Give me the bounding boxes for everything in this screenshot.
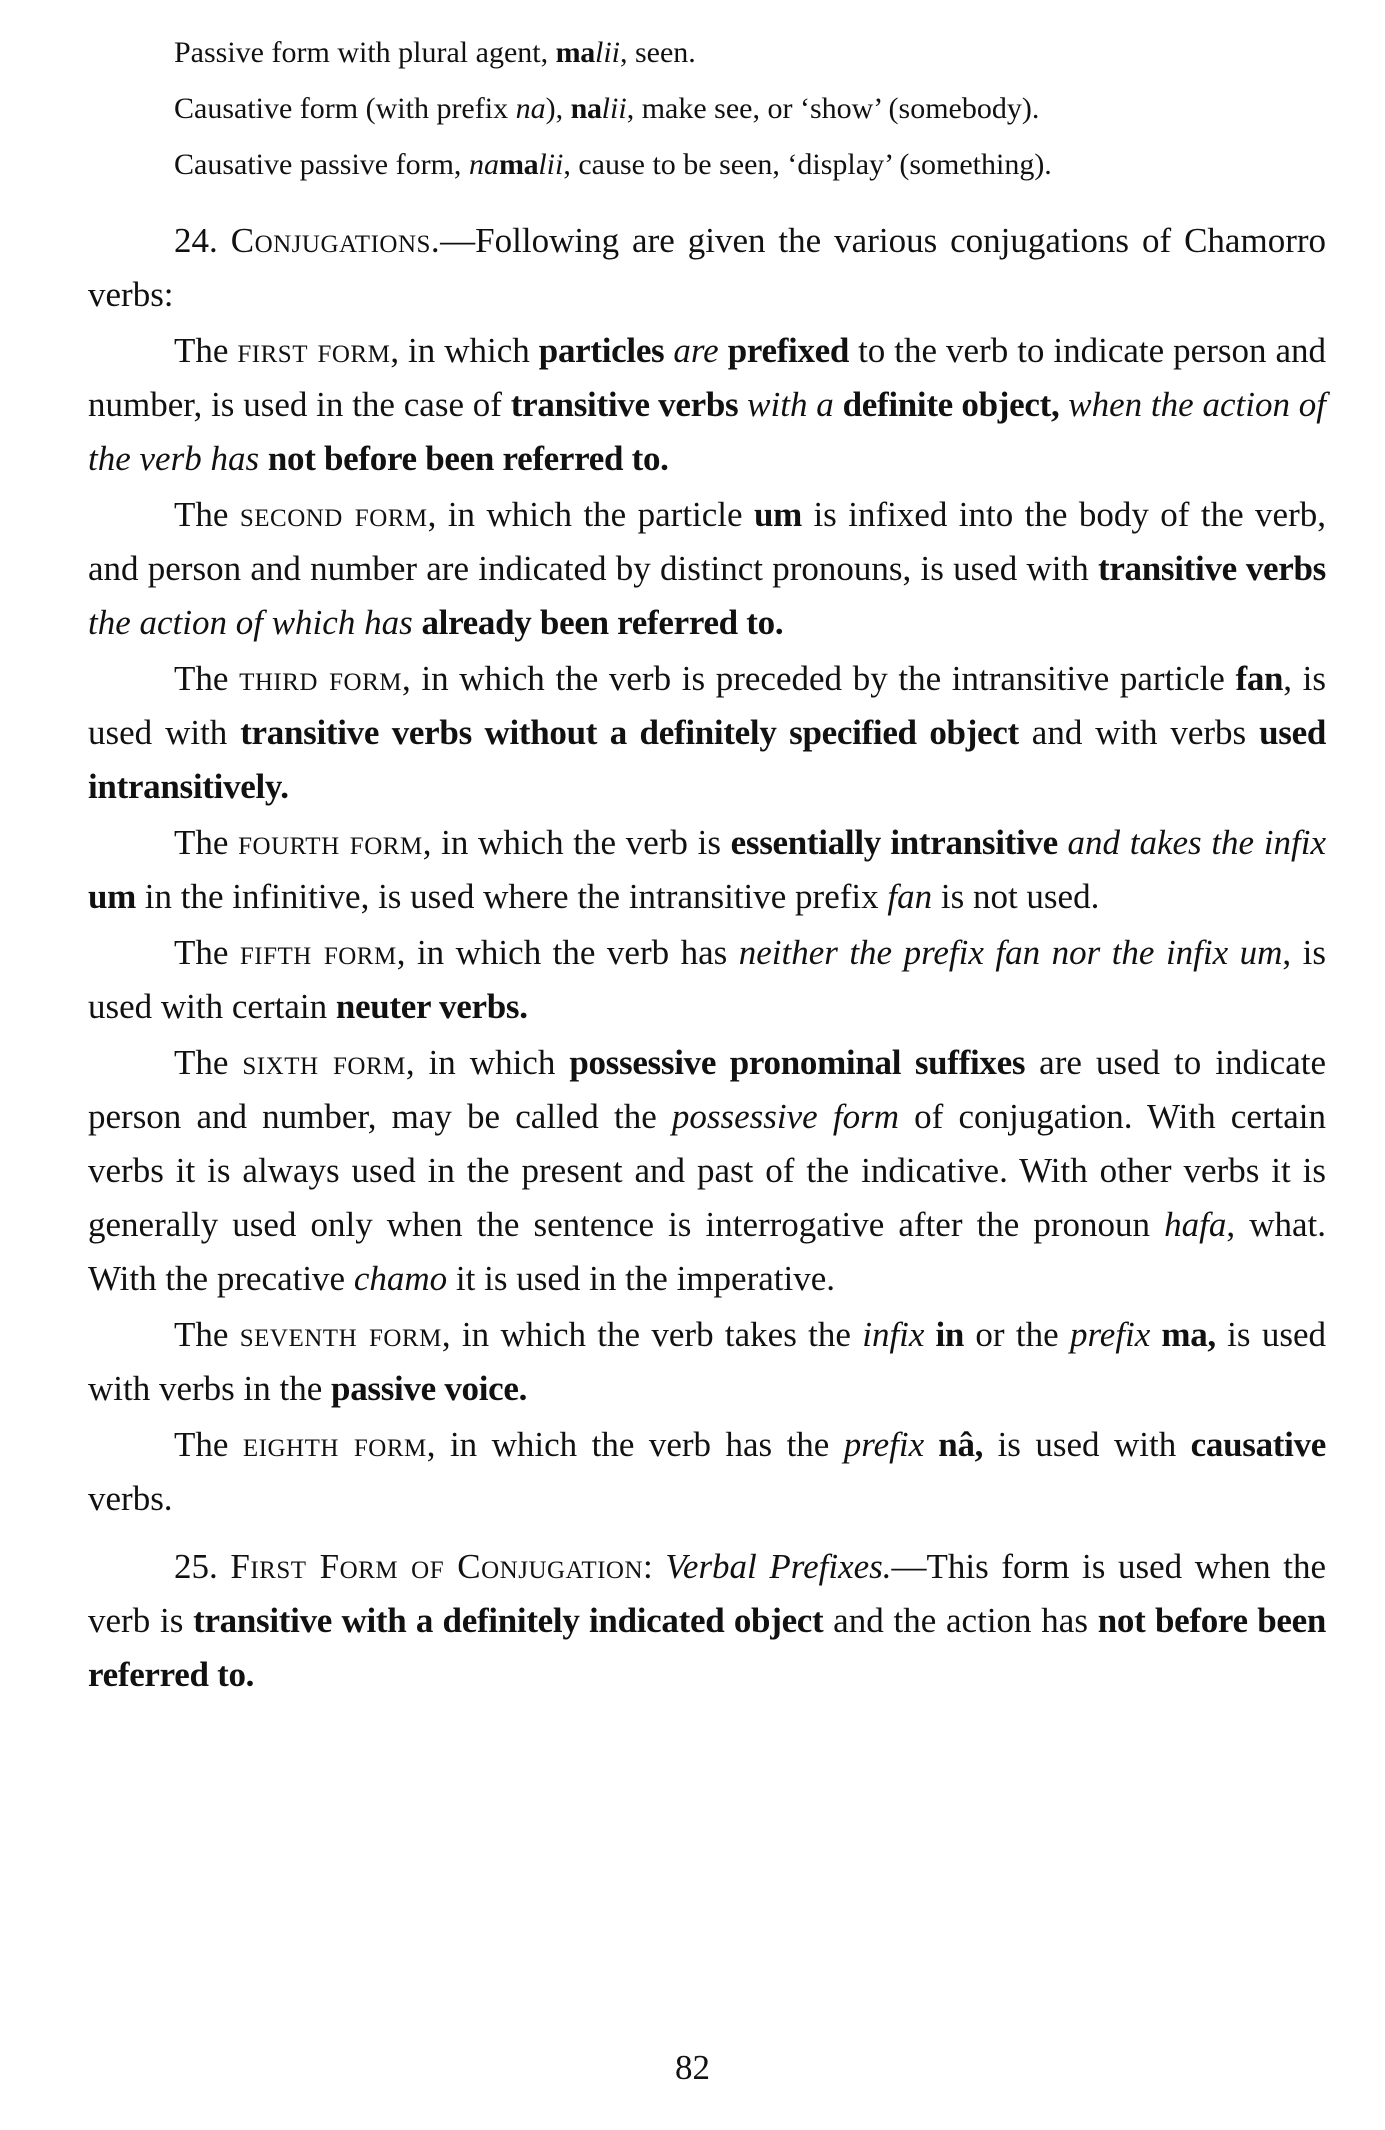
- paragraph-fifth-form: [88, 926, 1326, 1034]
- text-run: , in which the verb is preceded by the intransitive particle: [401, 659, 1236, 698]
- paragraph-third-form: [88, 652, 1326, 814]
- text-run: and the action has: [823, 1601, 1098, 1640]
- bold-term: transitive verbs: [510, 385, 739, 424]
- text-run: verbs.: [88, 1479, 173, 1518]
- bold-term: not before been referred to.: [88, 1601, 1327, 1694]
- italic-term: neither the prefix fan nor the infix um: [738, 933, 1283, 972]
- text-run: , is used with certain: [88, 933, 1326, 1026]
- bold-term: definite object,: [842, 385, 1060, 424]
- italic-term: lii: [594, 36, 620, 69]
- small-caps-term: fifth form: [239, 933, 397, 972]
- bold-term: transitive verbs: [1097, 549, 1326, 588]
- text-run: of conjugation. With certain verbs it is always used in the present and past of the indicative. With other verbs it is generally used only when the sentence is interrogative after the pronoun: [88, 1097, 1326, 1244]
- bold-term: ma,: [1150, 1315, 1216, 1354]
- text-run: , in which the verb is: [422, 823, 731, 862]
- italic-term: na: [515, 92, 546, 125]
- text-run: or the: [964, 1315, 1070, 1354]
- text-run: , make see, or ‘show’ (somebody).: [626, 92, 1040, 125]
- text-run: to the verb to indicate person and number, is used in the case of: [88, 331, 1326, 424]
- italic-term: with a: [738, 385, 843, 424]
- bold-term: nâ,: [924, 1425, 984, 1464]
- paragraph-second-form: [88, 488, 1326, 650]
- text-run: , in which the particle: [427, 495, 754, 534]
- paragraph-first-form: [88, 324, 1326, 486]
- bold-term: ma: [555, 36, 595, 69]
- italic-term: prefix: [1069, 1315, 1151, 1354]
- book-page: [88, 30, 1326, 1704]
- text-run: The: [174, 331, 238, 370]
- text-run: The: [174, 1425, 243, 1464]
- small-caps-term: seventh form: [239, 1315, 442, 1354]
- small-caps-term: first form: [237, 331, 391, 370]
- conjugations-section: [88, 214, 1326, 1702]
- text-run: Passive form with plural agent,: [174, 36, 556, 69]
- text-run: The: [174, 1043, 243, 1082]
- italic-term: lii: [538, 148, 564, 181]
- text-run: is not used.: [932, 877, 1100, 916]
- italic-term: are: [664, 331, 728, 370]
- bold-term: causative: [1190, 1425, 1327, 1464]
- page-number: 82: [675, 2048, 710, 2087]
- bold-term: ma: [498, 148, 539, 181]
- text-run: —This form is used when the verb is: [88, 1547, 1326, 1640]
- italic-term: when the action of the verb has: [88, 385, 1326, 478]
- text-run: , is used with: [88, 659, 1326, 752]
- paragraph-eighth-form: [88, 1418, 1326, 1526]
- text-run: is infixed into the body of the verb, and person and number are indicated by distinct pronouns, is used with: [88, 495, 1327, 588]
- italic-term: hafa: [1164, 1205, 1227, 1244]
- text-run: , cause to be seen, ‘display’ (something).: [563, 148, 1052, 181]
- text-run: The: [174, 659, 240, 698]
- text-run: 24.: [174, 221, 231, 260]
- italic-term: lii: [601, 92, 627, 125]
- text-run: The: [174, 933, 240, 972]
- text-run: is used with verbs in the: [88, 1315, 1326, 1408]
- bold-term: transitive with a definitely indicated object: [193, 1601, 824, 1640]
- italic-term: fan: [887, 877, 933, 916]
- text-run: , in which: [405, 1043, 570, 1082]
- bold-term: not before been referred to.: [267, 439, 669, 478]
- verb-form-line: [88, 86, 1326, 132]
- text-run: , in which the verb has the: [426, 1425, 844, 1464]
- paragraph-seventh-form: [88, 1308, 1326, 1416]
- bold-term: already been referred to.: [421, 603, 784, 642]
- text-run: , in which the verb has: [396, 933, 739, 972]
- italic-term: chamo: [353, 1259, 448, 1298]
- paragraph-section-24: [88, 214, 1326, 322]
- text-run: , what. With the precative: [88, 1205, 1326, 1298]
- text-run: The: [174, 1315, 240, 1354]
- bold-term: um: [88, 877, 137, 916]
- bold-term: essentially intransitive: [730, 823, 1058, 862]
- small-caps-term: second form: [239, 495, 428, 534]
- bold-term: na: [570, 92, 602, 125]
- text-run: , in which: [390, 331, 539, 370]
- text-run: and with verbs: [1018, 713, 1260, 752]
- italic-term: prefix: [843, 1425, 925, 1464]
- text-run: The: [174, 495, 240, 534]
- text-run: —Following are given the various conjugations of Chamorro verbs:: [88, 221, 1327, 314]
- bold-term: passive voice.: [331, 1369, 528, 1408]
- bold-term: transitive verbs without a definitely specified object: [240, 713, 1019, 752]
- text-run: , in which the verb takes the: [441, 1315, 863, 1354]
- bold-term: possessive pronominal suffixes: [569, 1043, 1026, 1082]
- text-run: in the infinitive, is used where the intransitive prefix: [136, 877, 888, 916]
- italic-term: infix: [862, 1315, 925, 1354]
- text-run: is used with: [983, 1425, 1191, 1464]
- text-run: , seen.: [620, 36, 696, 69]
- bold-term: fan: [1235, 659, 1284, 698]
- verb-form-line: [88, 30, 1326, 76]
- bold-term: in: [924, 1315, 965, 1354]
- text-run: it is used in the imperative.: [447, 1259, 835, 1298]
- small-caps-term: fourth form: [238, 823, 423, 862]
- text-run: 25.: [174, 1547, 231, 1586]
- bold-term: um: [754, 495, 803, 534]
- small-caps-term: sixth form: [242, 1043, 406, 1082]
- text-run: Causative passive form,: [174, 148, 469, 181]
- italic-term: possessive form: [671, 1097, 900, 1136]
- small-caps-term: First Form of Conjugation: [230, 1547, 644, 1586]
- italic-term: na: [468, 148, 499, 181]
- bold-term: used intransitively.: [88, 713, 1326, 806]
- paragraph-fourth-form: [88, 816, 1326, 924]
- italic-term: and takes the infix: [1057, 823, 1326, 862]
- small-caps-term: Conjugations.: [230, 221, 441, 260]
- text-run: Causative form (with prefix: [174, 92, 516, 125]
- paragraph-sixth-form: [88, 1036, 1326, 1306]
- bold-term: prefixed: [727, 331, 850, 370]
- bold-term: neuter verbs.: [335, 987, 528, 1026]
- small-caps-term: third form: [239, 659, 402, 698]
- text-run: are used to indicate person and number, may be called the: [88, 1043, 1326, 1136]
- italic-term: Verbal Prefixes.: [665, 1547, 892, 1586]
- bold-term: particles: [538, 331, 665, 370]
- text-run: :: [643, 1547, 666, 1586]
- verb-form-line: [88, 142, 1326, 188]
- text-run: The: [174, 823, 239, 862]
- italic-term: the action of which has: [88, 603, 422, 642]
- small-caps-term: eighth form: [242, 1425, 427, 1464]
- verb-forms-list: [88, 30, 1326, 188]
- paragraph-section-25: [88, 1540, 1326, 1702]
- text-run: ),: [545, 92, 571, 125]
